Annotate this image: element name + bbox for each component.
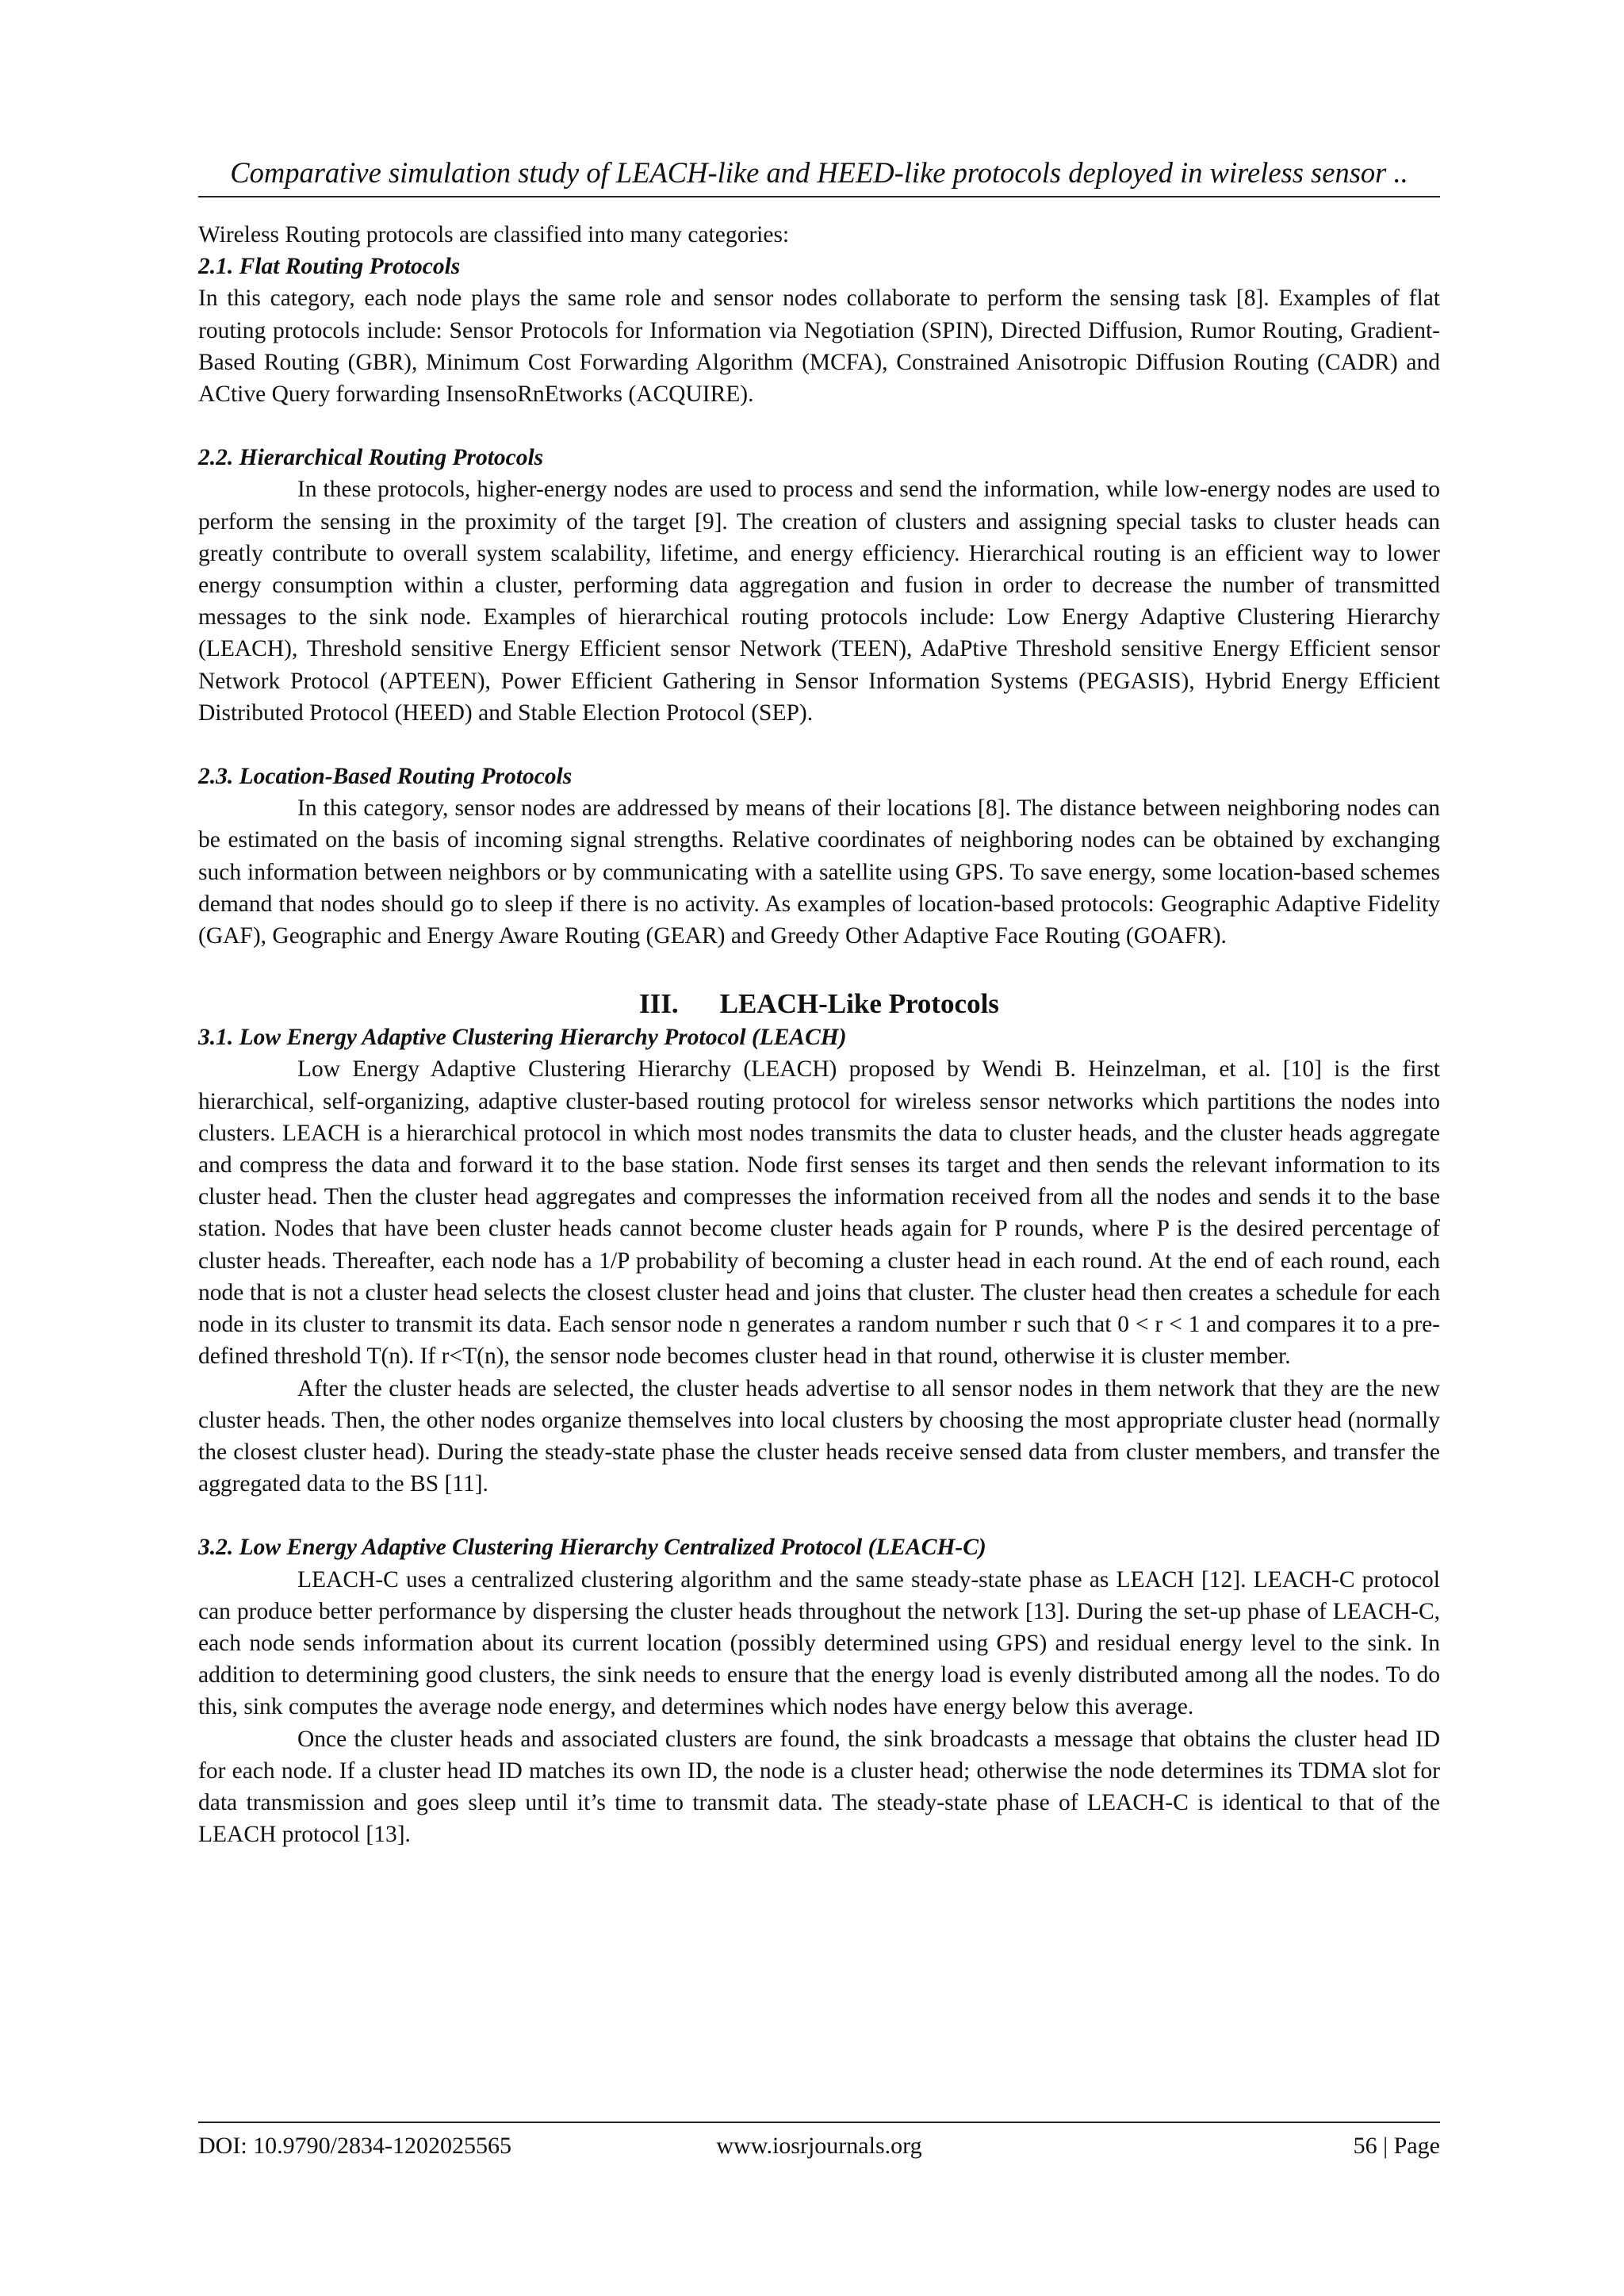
- section-2-3-paragraph: In this category, sensor nodes are addressed by means of their locations [8]. The distance between neighboring nodes can be estimated on the basis of incoming signal strengths. Relative coordinates of neighboring nodes can be obtained by exchanging such information between neighbors or by communicating with a satellite using GPS. To save energy, some location-based schemes demand that nodes should go to sleep if there is no activity. As examples of location-based protocols: Geographic Adaptive Fidelity (GAF), Geographic and Energy Aware Routing (GEAR) and Greedy Other Adaptive Face Routing (GOAFR).: [198, 795, 1440, 949]
- section-2-1-paragraph: In this category, each node plays the same role and sensor nodes collaborate to perform the sensing task [8]. Examples of flat routing protocols include: Sensor Protocols for Information via Negotiation (SPIN), Directed Diffusion, Rumor Routing, Gradient-Based Routing (GBR), Minimum Cost Forwarding Algorithm (MCFA), Constrained Anisotropic Diffusion Routing (CADR) and ACtive Query forwarding InsensoRnEtworks (ACQUIRE).: [198, 286, 1440, 408]
- section-2-2-heading: 2.2. Hierarchical Routing Protocols: [198, 445, 544, 471]
- section-2-2-paragraph: In these protocols, higher-energy nodes are used to process and send the information, while low-energy nodes are used to perform the sensing in the proximity of the target [9]. The creation of clusters and assigning special tasks to cluster heads can greatly contribute to overall system scalability, lifetime, and energy efficiency. Hierarchical routing is an efficient way to lower energy consumption within a cluster, performing data aggregation and fusion in order to decrease the number of transmitted messages to the sink node. Examples of hierarchical routing protocols include: Low Energy Adaptive Clustering Hierarchy (LEACH), Threshold sensitive Energy Efficient sensor Network (TEEN), AdaPtive Threshold sensitive Energy Efficient sensor Network Protocol (APTEEN), Power Efficient Gathering in Sensor Information Systems (PEGASIS), Hybrid Energy Efficient Distributed Protocol (HEED) and Stable Election Protocol (SEP).: [198, 477, 1440, 726]
- paragraph-gap: [198, 410, 1440, 442]
- footer-rule: [198, 2122, 1440, 2123]
- section-3-2-heading: 3.2. Low Energy Adaptive Clustering Hierarchy Centralized Protocol (LEACH-C): [198, 1535, 986, 1561]
- footer-website: www.iosrjournals.org: [716, 2133, 922, 2159]
- section-2-3-heading: 2.3. Location-Based Routing Protocols: [198, 764, 573, 790]
- paragraph-gap: [198, 729, 1440, 761]
- section-3-1-paragraph-1: Low Energy Adaptive Clustering Hierarchy (LEACH) proposed by Wendi B. Heinzelman, et al. [10] is the first hierarchical, self-organizing, adaptive cluster-based routing protocol for wireless sensor networks which partitions the nodes into clusters. LEACH is a hierarchical protocol in which most nodes transmits the data to cluster heads, and the cluster heads aggregate and compress the data and forward it to the base station. Node first senses its target and then sends the relevant information to its cluster head. Then the cluster head aggregates and compresses the information received from all the nodes and sends it to the base station. Nodes that have been cluster heads cannot become cluster heads again for P rounds, where P is the desired percentage of cluster heads. Thereafter, each node has a 1/P probability of becoming a cluster head in each round. At the end of each round, each node that is not a cluster head selects the closest cluster head and joins that cluster. The cluster head then creates a schedule for each node in its cluster to transmit its data. Each sensor node n generates a random number r such that 0 < r < 1 and compares it to a pre-defined threshold T(n). If r<T(n), the sensor node becomes cluster head in that round, otherwise it is cluster member.: [198, 1056, 1440, 1370]
- section-3-number: III.: [639, 988, 679, 1020]
- section-3-title-text: LEACH-Like Protocols: [719, 988, 999, 1020]
- paragraph-gap: [198, 1500, 1440, 1531]
- page-footer: [198, 2130, 1440, 2162]
- section-3-1-heading: 3.1. Low Energy Adaptive Clustering Hierarchy Protocol (LEACH): [198, 1025, 847, 1051]
- footer-page-number: 56 | Page: [1353, 2133, 1440, 2159]
- paragraph-gap: [198, 952, 1440, 983]
- article-body: [198, 219, 1440, 1850]
- footer-doi: DOI: 10.9790/2834-1202025565: [198, 2133, 511, 2159]
- section-3-2-paragraph-1: LEACH-C uses a centralized clustering algorithm and the same steady-state phase as LEACH [12]. LEACH-C protocol can produce better performance by dispersing the cluster heads throughout the network [13]. During the set-up phase of LEACH-C, each node sends information about its current location (possibly determined using GPS) and residual energy level to the sink. In addition to determining good clusters, the sink needs to ensure that the energy load is evenly distributed among all the nodes. To do this, sink computes the average node energy, and determines which nodes have energy below this average.: [198, 1566, 1440, 1720]
- section-3-2-paragraph-2: Once the cluster heads and associated clusters are found, the sink broadcasts a message that obtains the cluster head ID for each node. If a cluster head ID matches its own ID, the node is a cluster head; otherwise the node determines its TDMA slot for data transmission and goes sleep until it’s time to transmit data. The steady-state phase of LEACH-C is identical to that of the LEACH protocol [13].: [198, 1726, 1440, 1848]
- header-rule: [198, 196, 1440, 197]
- intro-paragraph: Wireless Routing protocols are classified into many categories:: [198, 222, 790, 247]
- section-3-title: [198, 987, 1440, 1022]
- running-header: Comparative simulation study of LEACH-like and HEED-like protocols deployed in wireless sensor ..: [230, 156, 1408, 189]
- journal-page: [198, 0, 1440, 2296]
- section-2-1-heading: 2.1. Flat Routing Protocols: [198, 254, 461, 280]
- section-3-1-paragraph-2: After the cluster heads are selected, the cluster heads advertise to all sensor nodes in them network that they are the new cluster heads. Then, the other nodes organize themselves into local clusters by choosing the most appropriate cluster head (normally the closest cluster head). During the steady-state phase the cluster heads receive sensed data from cluster members, and transfer the aggregated data to the BS [11].: [198, 1375, 1440, 1497]
